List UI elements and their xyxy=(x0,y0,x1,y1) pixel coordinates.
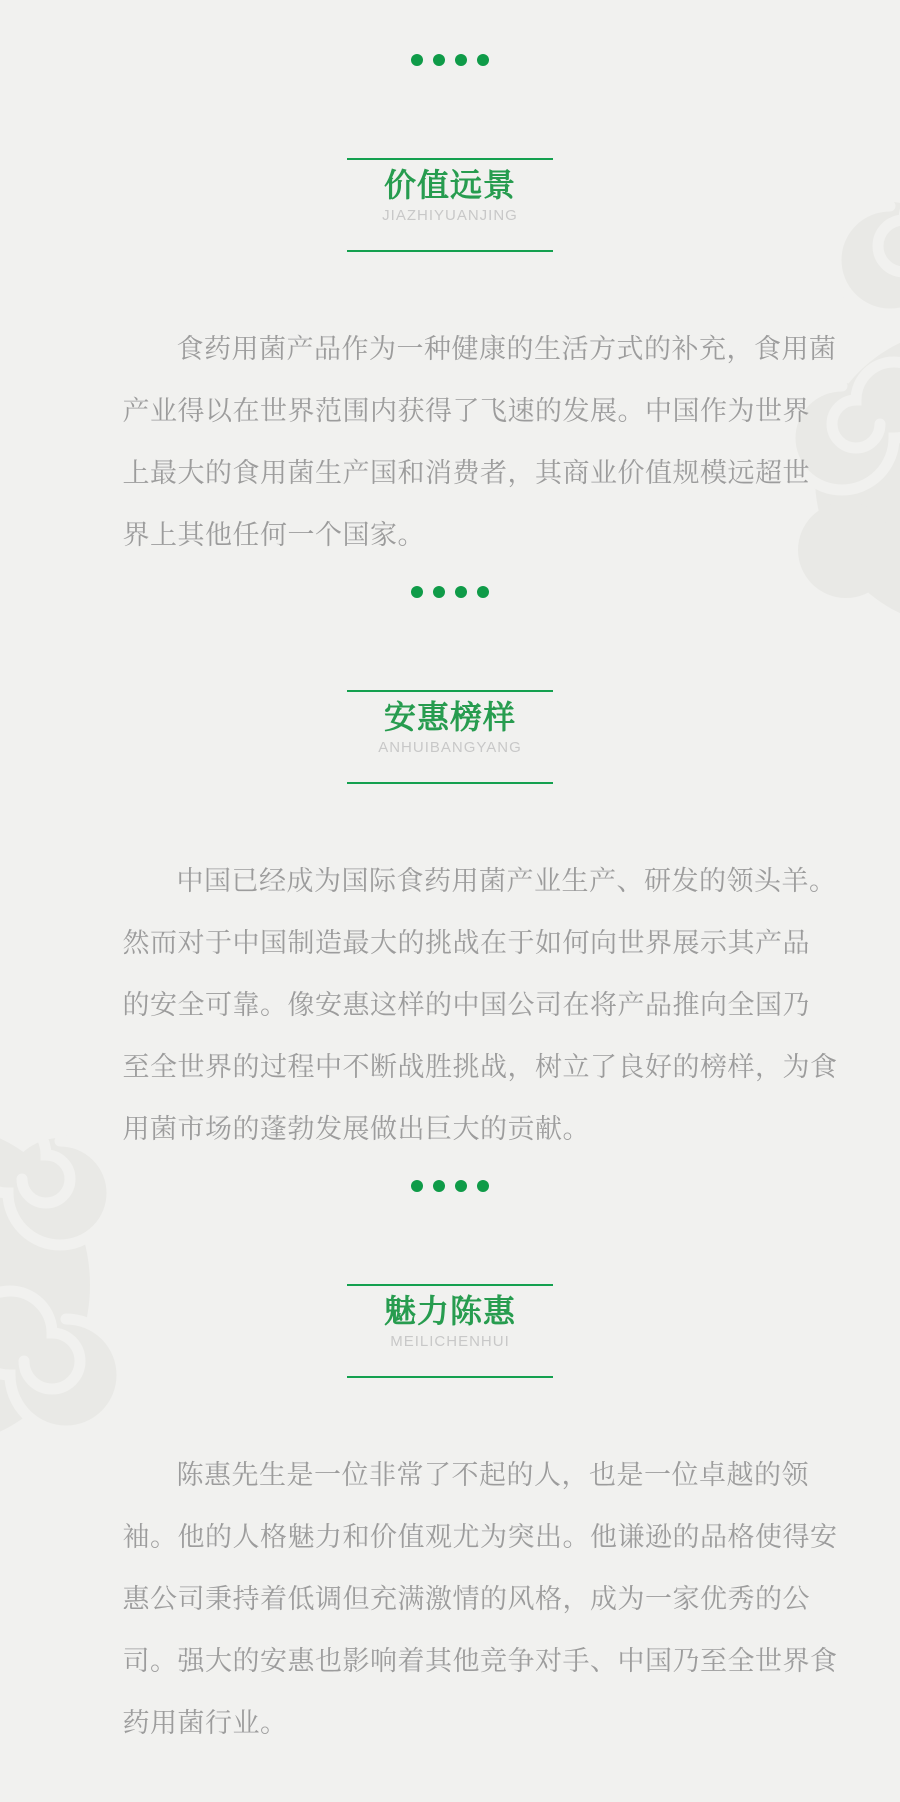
section-pinyin: JIAZHIYUANJING xyxy=(382,207,518,224)
paragraph-line: 界上其他任何一个国家。 xyxy=(122,520,425,550)
section-heading-block xyxy=(347,158,553,252)
section-divider-dots xyxy=(0,54,900,66)
section-title: 魅力陈惠 xyxy=(383,1293,516,1329)
paragraph-line: 至全世界的过程中不断战胜挑战，树立了良好的榜样，为食 xyxy=(122,1052,838,1082)
dot-icon xyxy=(477,54,489,66)
dot-icon xyxy=(433,54,445,66)
section-heading-block xyxy=(347,690,553,784)
dot-icon xyxy=(477,1180,489,1192)
dot-icon xyxy=(433,1180,445,1192)
section-paragraph xyxy=(122,318,837,566)
section-divider-dots xyxy=(0,1180,900,1192)
dot-icon xyxy=(455,1180,467,1192)
section-title: 安惠榜样 xyxy=(383,699,516,735)
dot-icon xyxy=(411,54,423,66)
dot-icon xyxy=(433,586,445,598)
paragraph-line: 惠公司秉持着低调但充满激情的风格，成为一家优秀的公 xyxy=(122,1584,810,1614)
section-heading-block xyxy=(347,1284,553,1378)
section-pinyin: MEILICHENHUI xyxy=(390,1333,510,1350)
paragraph-line: 上最大的食用菌生产国和消费者，其商业价值规模远超世 xyxy=(122,458,810,488)
dot-icon xyxy=(477,586,489,598)
paragraph-line: 然而对于中国制造最大的挑战在于如何向世界展示其产品 xyxy=(122,928,810,958)
section-divider-dots xyxy=(0,586,900,598)
paragraph-line: 司。强大的安惠也影响着其他竞争对手、中国乃至全世界食 xyxy=(122,1646,838,1676)
dot-icon xyxy=(455,586,467,598)
section-paragraph xyxy=(122,850,838,1160)
dot-icon xyxy=(455,54,467,66)
dot-icon xyxy=(411,586,423,598)
paragraph-line: 食药用菌产品作为一种健康的生活方式的补充，食用菌 xyxy=(176,334,837,364)
paragraph-line: 陈惠先生是一位非常了不起的人，也是一位卓越的领 xyxy=(176,1460,809,1490)
paragraph-line: 产业得以在世界范围内获得了飞速的发展。中国作为世界 xyxy=(122,396,810,426)
section-pinyin: ANHUIBANGYANG xyxy=(378,739,522,756)
paragraph-line: 袖。他的人格魅力和价值观尤为突出。他谦逊的品格使得安 xyxy=(122,1522,838,1552)
paragraph-line: 药用菌行业。 xyxy=(122,1708,288,1738)
paragraph-line: 中国已经成为国际食药用菌产业生产、研发的领头羊。 xyxy=(176,866,837,896)
section-paragraph xyxy=(122,1444,838,1754)
paragraph-line: 用菌市场的蓬勃发展做出巨大的贡献。 xyxy=(122,1114,590,1144)
dot-icon xyxy=(411,1180,423,1192)
paragraph-line: 的安全可靠。像安惠这样的中国公司在将产品推向全国乃 xyxy=(122,990,810,1020)
section-title: 价值远景 xyxy=(383,167,516,203)
